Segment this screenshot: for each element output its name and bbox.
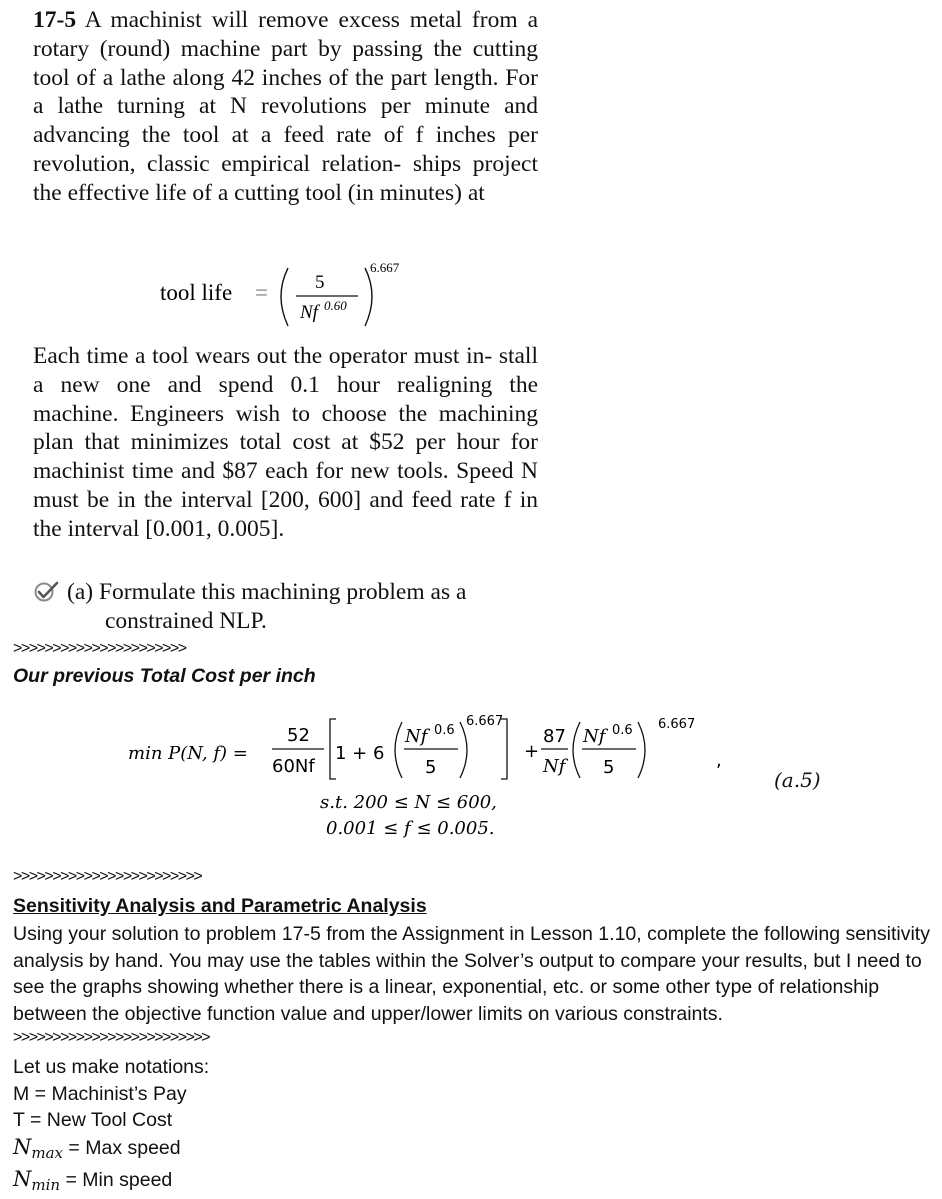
frac3-numerator-exp: 0.6 [612, 723, 633, 738]
plus-sign: + [524, 741, 540, 762]
notation-t: T = New Tool Cost [13, 1109, 173, 1132]
part-a-line: (a) Formulate this machining problem as a [67, 579, 467, 605]
separator-arrows: >>>>>>>>>>>>>>>>>>>>>> [13, 640, 186, 657]
tool-life-den-exp: 0.60 [324, 298, 347, 313]
bracket-inner: 1 + 6 [335, 743, 385, 764]
frac3-numerator: Nf [583, 726, 606, 747]
intro-line: length. For a lathe turning at N revolutions per [33, 64, 538, 120]
tool-life-outer-exp: 6.667 [370, 260, 400, 275]
problem-statement [33, 6, 538, 208]
frac3-right-paren [638, 722, 645, 778]
para-line: plan that minimizes total cost at $52 per hour for [33, 429, 538, 456]
equals-sign: = [255, 280, 268, 305]
tool-life-numerator: 5 [315, 272, 325, 293]
frac2-numerator: 87 [543, 726, 566, 747]
inner-right-paren [460, 722, 467, 778]
frac3-outer-exp: 6.667 [658, 717, 696, 732]
nmax-subscript: max [31, 1143, 64, 1162]
problem-number: 17-5 [33, 7, 77, 33]
nmax-text: = Max speed [63, 1136, 181, 1159]
notation-nmax [13, 1134, 209, 1167]
separator-arrows: >>>>>>>>>>>>>>>>>>>>>>>> [13, 868, 202, 885]
nmin-symbol: N [13, 1167, 32, 1192]
tool-life-equation [160, 254, 460, 334]
intro-line: (in minutes) at [347, 179, 485, 206]
inner-left-paren [395, 722, 402, 778]
intro-line: inches per revolution, classic empirical relation- [33, 122, 539, 177]
inner-outer-exp: 6.667 [466, 714, 504, 729]
frac1-numerator: 52 [287, 725, 310, 746]
frac2-denominator: Nf [543, 756, 566, 777]
part-a-line: constrained NLP. [105, 607, 267, 634]
frac3-denominator: 5 [603, 757, 615, 778]
cost-lhs: min P(N, f) = [128, 743, 248, 764]
constraint-speed: s.t. 200 ≤ N ≤ 600, [320, 792, 497, 813]
tool-life-label: tool life [160, 280, 233, 305]
equation-number: (a.5) [774, 768, 821, 792]
cost-paragraph [33, 342, 538, 544]
para-line: machine. Engineers wish to choose the machining [33, 400, 538, 427]
intro-line: A machinist will remove excess metal from [84, 7, 518, 33]
equation-comma: , [716, 750, 722, 771]
para-line: stall a new one and spend 0.1 hour realigning the [33, 343, 538, 398]
notations [13, 1054, 209, 1199]
tool-life-den-base: Nf [300, 302, 318, 323]
inner-numerator-exp: 0.6 [434, 723, 455, 738]
right-paren [365, 268, 372, 326]
para-line: N must be in the interval [200, 600] and feed rate [33, 458, 538, 513]
sensitivity-body: Using your solution to problem 17-5 from the Assignment in Lesson 1.10, complete the following sensitivity analysis by hand. You may use the tables within the Solver’s output to compare your results, but I need to see the graphs showing whether there is a linear, exponential, etc. or some other type of relationship between the objective function value and upper/lower limits on various constraints. [13, 923, 930, 1025]
left-paren [281, 268, 288, 326]
frac1-denominator: 60Nf [272, 756, 315, 777]
para-line: f in the interval [0.001, 0.005]. [33, 486, 538, 542]
para-line: machinist time and $87 each for new tools. Speed [33, 458, 514, 485]
inner-denominator: 5 [425, 757, 437, 778]
previous-cost-heading: Our previous Total Cost per inch [13, 665, 316, 687]
notation-nmin [13, 1166, 209, 1199]
nmin-text: = Min speed [60, 1169, 173, 1192]
para-line: Each time a tool wears out the operator must in- [33, 343, 493, 369]
frac3-left-paren [573, 722, 580, 778]
inner-numerator: Nf [405, 726, 428, 747]
intro-line: a rotary (round) machine part by passing the [33, 7, 538, 62]
intro-line: cutting tool of a lathe along 42 inches of the part [33, 35, 539, 91]
nmax-symbol: N [13, 1134, 32, 1159]
nmin-subscript: min [31, 1176, 61, 1195]
problem-intro [33, 6, 538, 208]
checkmark-circle-icon [33, 581, 59, 603]
notations-intro: Let us make notations: [13, 1056, 210, 1078]
intro-line: ships project the effective life of a cutting tool [33, 150, 538, 206]
notation-m: M = Machinist’s Pay [13, 1082, 187, 1105]
separator-arrows: >>>>>>>>>>>>>>>>>>>>>>>>> [13, 1029, 210, 1046]
part-a [33, 578, 538, 636]
cost-equation [120, 706, 840, 846]
constraint-feed: 0.001 ≤ f ≤ 0.005. [326, 818, 495, 839]
intro-line: minute and advancing the tool at a feed rate of f [33, 93, 538, 149]
sensitivity-title: Sensitivity Analysis and Parametric Analysis [13, 895, 427, 917]
